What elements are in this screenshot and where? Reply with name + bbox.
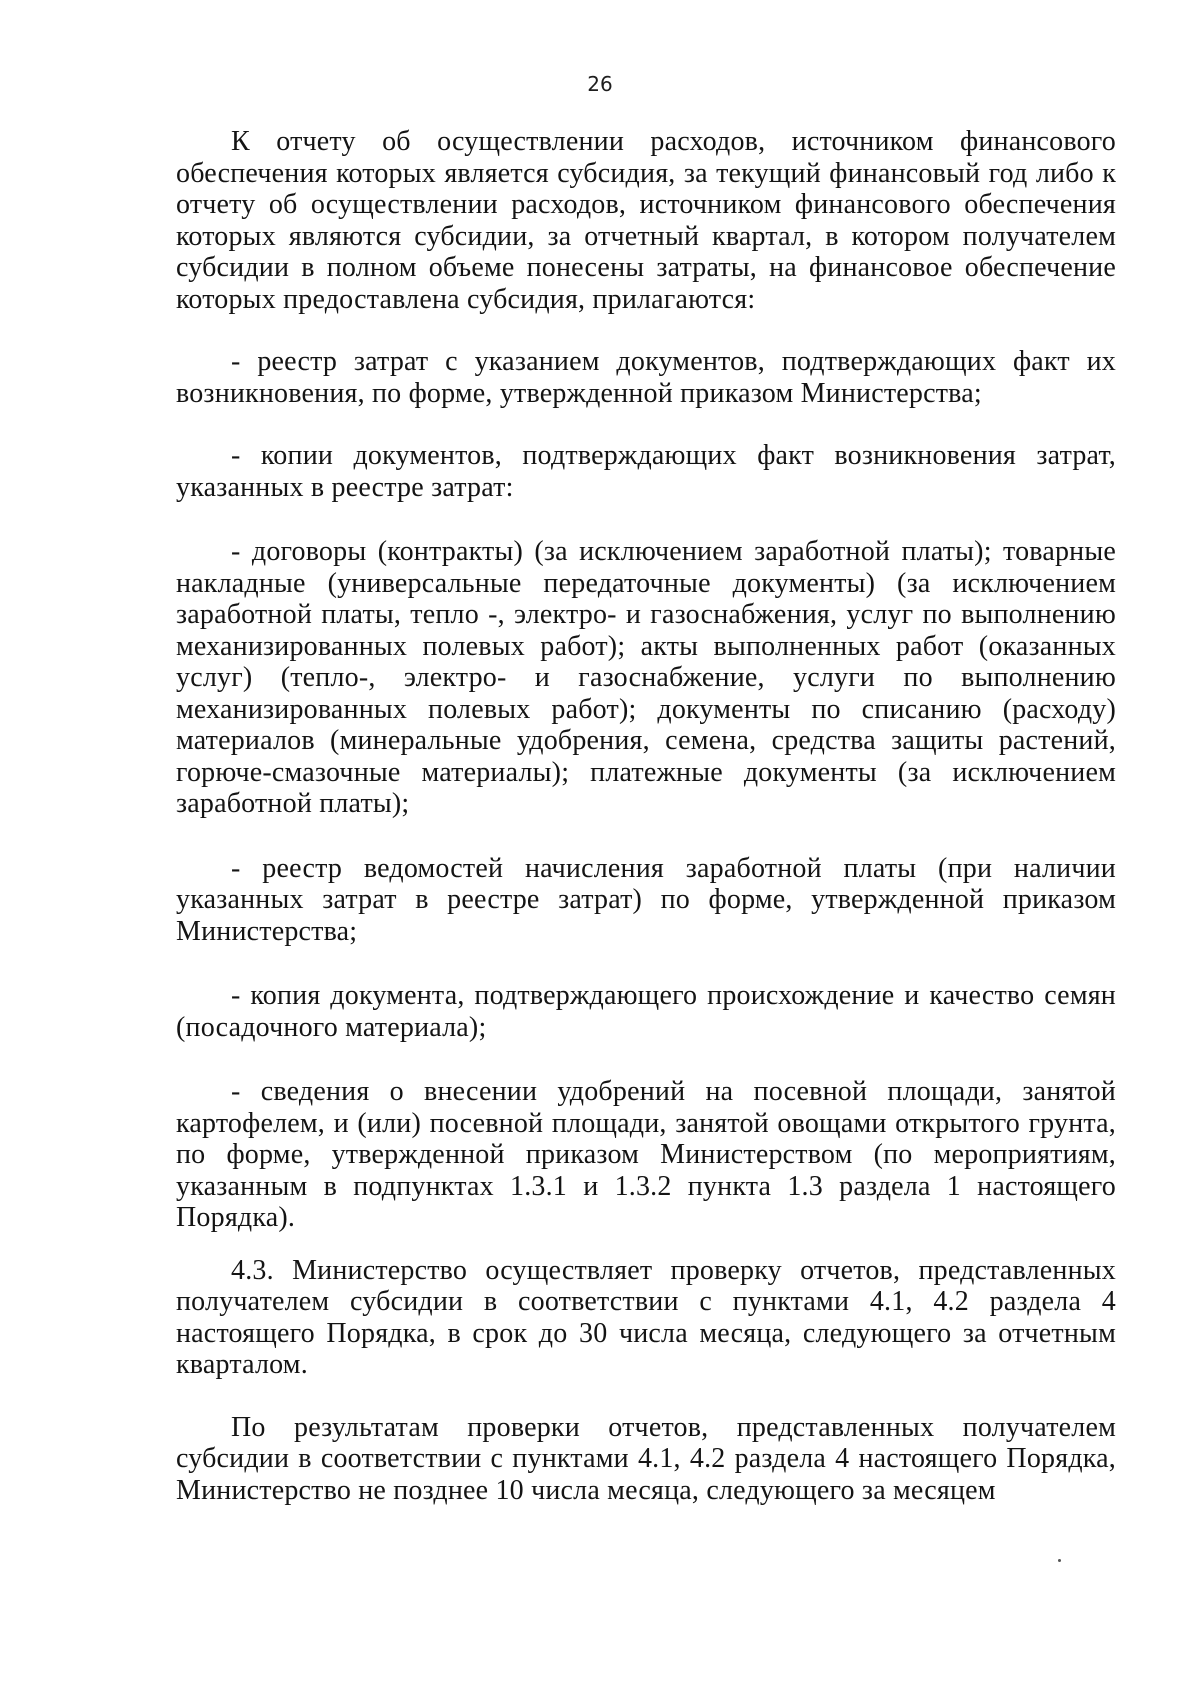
paragraph-report-attachments: К отчету об осуществлении расходов, источником финансового обеспечения которых является субсидия, за текущий финансовый год либо к отчету об осуществлении расходов, источником финансового обеспечения которых являются субсидии, за отчетный квартал, в котором получателем субсидии в полном объеме понесены затраты, на финансовое обеспечение которых предоставлена субсидия, прилагаются: bbox=[176, 126, 1116, 315]
page-number: 26 bbox=[587, 72, 613, 96]
scan-artifact-dot bbox=[1058, 1559, 1061, 1562]
paragraph-cost-register: - реестр затрат с указанием документов, подтверждающих факт их возникновения, по форме, утвержденной приказом Министерства; bbox=[176, 346, 1116, 409]
paragraph-fertilizer-info: - сведения о внесении удобрений на посевной площади, занятой картофелем, и (или) посевной площади, занятой овощами открытого грунта, по форме, утвержденной приказом Министерством (по мероприятиям, указанным в подпунктах 1.3.1 и 1.3.2 пункта 1.3 раздела 1 настоящего Порядка). bbox=[176, 1076, 1116, 1233]
document-body bbox=[176, 126, 1116, 1506]
paragraph-section-4-3: 4.3. Министерство осуществляет проверку отчетов, представленных получателем субсидии в соответствии с пунктами 4.1, 4.2 раздела 4 настоящего Порядка, в срок до 30 числа месяца, следующего за отчетным кварталом. bbox=[176, 1254, 1116, 1380]
paragraph-contracts: - договоры (контракты) (за исключением заработной платы); товарные накладные (универсальные передаточные документы) (за исключением заработной платы, тепло -, электро- и газоснабжения, услуг по выполнению механизированных полевых работ); акты выполненных работ (оказанных услуг) (тепло-, электро- и газоснабжение, услуги по выполнению механизированных полевых работ); документы по списанию (расходу) материалов (минеральные удобрения, семена, средства защиты растений, горюче-смазочные материалы); платежные документы (за исключением заработной платы); bbox=[176, 536, 1116, 819]
paragraph-document-copies: - копии документов, подтверждающих факт возникновения затрат, указанных в реестре затрат: bbox=[176, 440, 1116, 503]
paragraph-verification-results: По результатам проверки отчетов, представленных получателем субсидии в соответствии с пунктами 4.1, 4.2 раздела 4 настоящего Порядка, Министерство не позднее 10 числа месяца, следующего за месяцем bbox=[176, 1411, 1116, 1506]
paragraph-seed-certificate: - копия документа, подтверждающего происхождение и качество семян (посадочного материала); bbox=[176, 980, 1116, 1043]
paragraph-payroll-register: - реестр ведомостей начисления заработной платы (при наличии указанных затрат в реестре затрат) по форме, утвержденной приказом Министерства; bbox=[176, 852, 1116, 947]
